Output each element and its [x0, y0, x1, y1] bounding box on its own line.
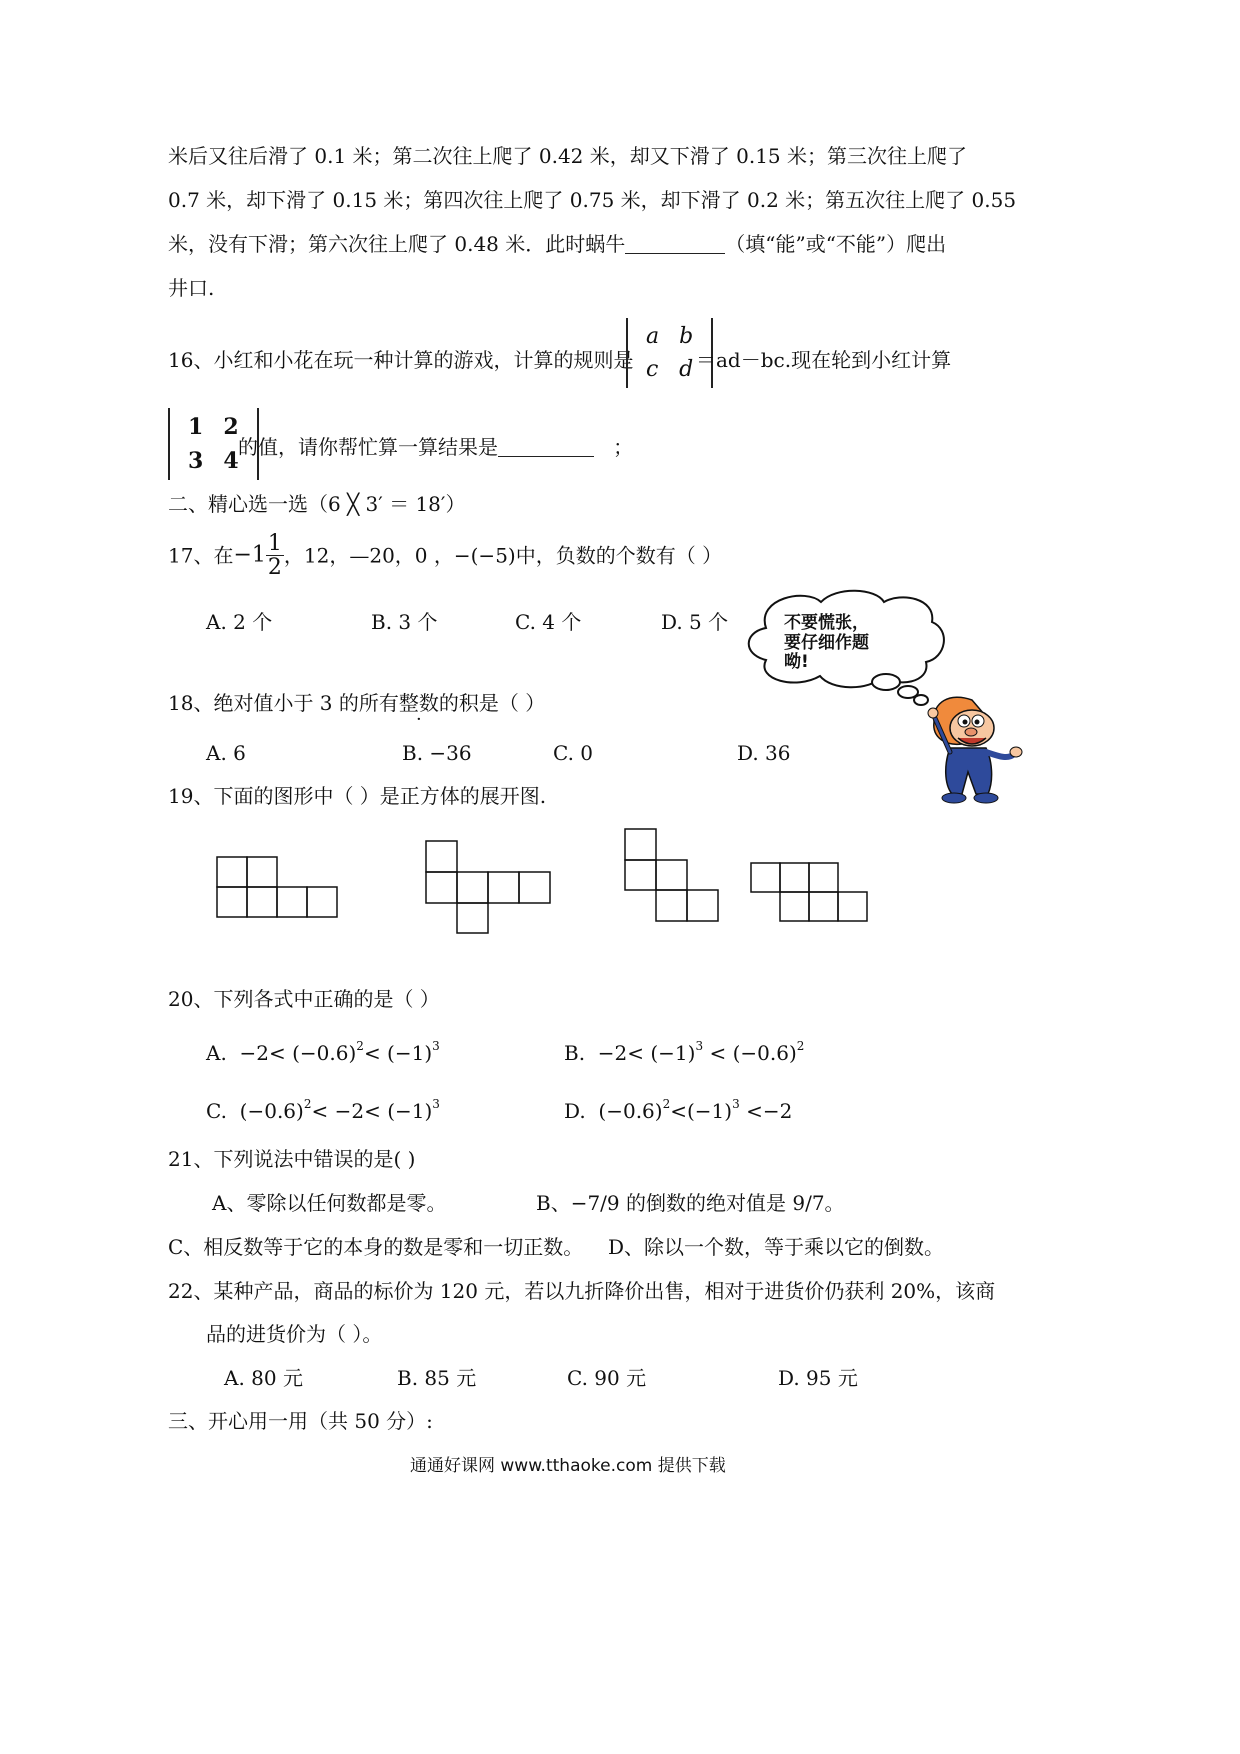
det-1: 1: [188, 414, 204, 440]
q17-option-d[interactable]: D. 5 个: [661, 610, 729, 634]
q19-stem: 19、下面的图形中（ ）是正方体的展开图.: [168, 784, 547, 808]
q20-option-d[interactable]: D. $(-0.6)^2<(-1)^3 <-2$: [564, 1097, 793, 1123]
q17-option-c[interactable]: C. 4 个: [515, 610, 582, 634]
q21-stem: 21、下列说法中错误的是( ): [168, 1147, 416, 1171]
q16-calc-line: [238, 437, 633, 457]
q17-frac-num: 1: [267, 531, 282, 556]
cloud-text: [784, 614, 869, 673]
det-a: a: [646, 324, 660, 349]
q20-a-label: A.: [206, 1041, 227, 1065]
q17-prefix: 17、在: [168, 543, 234, 568]
q17-option-b[interactable]: B. 3 个: [371, 610, 438, 634]
q18-option-a[interactable]: A. 6: [206, 741, 246, 765]
q21-option-a[interactable]: A、零除以任何数都是零。: [212, 1191, 447, 1215]
q16-rule-suffix: ＝ad－bc.现在轮到小红计算: [696, 348, 952, 372]
q17-option-a[interactable]: A. 2 个: [206, 610, 273, 634]
q18-suffix: 的积是（ ）: [438, 691, 546, 715]
section2-heading: 二、精心选一选（6 ╳ 3′ ＝ 18′）: [168, 492, 466, 516]
q15-answer-blank[interactable]: [625, 235, 725, 254]
q17-fraction: [266, 532, 284, 579]
q21-option-d[interactable]: D、除以一个数，等于乘以它的倒数。: [608, 1235, 945, 1259]
cloud-text-line3: 呦!: [784, 652, 809, 673]
q17-neg: −1: [233, 542, 266, 568]
q18-stem: [168, 693, 545, 713]
det-c: c: [646, 357, 659, 382]
q15-line1: 米后又往后滑了 0.1 米；第二次往上爬了 0.42 米，却又下滑了 0.15 米；第三次往上爬了: [168, 144, 968, 168]
cube-net-option-b[interactable]: [425, 840, 553, 934]
q15-line3-text: 米，没有下滑；第六次往上爬了 0.48 米．此时蜗牛: [168, 232, 626, 256]
page-footer: 通通好课网 www.tthaoke.com 提供下载: [410, 1456, 726, 1476]
det-3: 3: [188, 448, 204, 474]
q22-option-a[interactable]: A. 80 元: [224, 1366, 303, 1390]
q22-line1: 22、某种产品，商品的标价为 120 元，若以九折降价出售，相对于进货价仍获利 20%，该商: [168, 1279, 996, 1303]
q18-prefix: 18、绝对值小于 3 的所有: [168, 691, 399, 715]
q18-emphasis: 整数: [398, 691, 439, 715]
cube-net-option-a[interactable]: [216, 856, 338, 920]
det-2: 2: [223, 414, 239, 440]
q18-option-c[interactable]: C. 0: [553, 741, 594, 765]
q20-c-label: C.: [206, 1099, 227, 1123]
q17-rest: ，12，—20，0 ，−(−5)中，负数的个数有（ ）: [283, 543, 723, 568]
q22-line2: 品的进货价为（ ）。: [206, 1322, 383, 1346]
det-b: b: [679, 324, 694, 349]
det-4: 4: [223, 448, 239, 474]
q17-frac-den: 2: [267, 555, 282, 581]
q16-answer-blank[interactable]: [498, 438, 594, 457]
cartoon-illustration: [736, 588, 1026, 813]
section3-heading: 三、开心用一用（共 50 分）:: [168, 1409, 433, 1433]
q20-d-label: D.: [564, 1099, 586, 1123]
q16-prefix: 16、小红和小花在玩一种计算的游戏，计算的规则是: [168, 348, 634, 372]
q20-option-a[interactable]: A. $-2< (-0.6)^2< (-1)^3$: [206, 1039, 440, 1065]
q20-option-c[interactable]: C. $(-0.6)^2< -2< (-1)^3$: [206, 1097, 440, 1123]
cloud-text-line1: 不要慌张，: [784, 613, 869, 633]
cube-net-option-c[interactable]: [624, 828, 720, 922]
cloud-text-line2: 要仔细作题: [784, 632, 869, 653]
q20-b-label: B.: [564, 1041, 586, 1065]
q15-line2: 0.7 米，却下滑了 0.15 米；第四次往上爬了 0.75 米，却下滑了 0.2 米；第五次往上爬了 0.55: [168, 188, 1017, 212]
q20-stem: 20、下列各式中正确的是（ ）: [168, 987, 440, 1011]
q15-line3: [168, 234, 946, 254]
q22-option-b[interactable]: B. 85 元: [397, 1366, 477, 1390]
q15-line3-tail: （填“能”或“不能”）爬出: [725, 232, 947, 256]
q22-option-d[interactable]: D. 95 元: [778, 1366, 858, 1390]
q17-stem: [168, 532, 722, 579]
q16-end: ；: [613, 435, 634, 459]
det-d: d: [679, 357, 694, 382]
q21-option-c[interactable]: C、相反数等于它的本身的数是零和一切正数。: [168, 1235, 584, 1259]
q21-option-b[interactable]: B、−7/9 的倒数的绝对值是 9/7。: [536, 1191, 845, 1215]
q22-option-c[interactable]: C. 90 元: [567, 1366, 647, 1390]
q18-option-b[interactable]: B. −36: [402, 741, 472, 765]
q20-option-b[interactable]: B. $-2< (-1)^3 < (-0.6)^2$: [564, 1039, 805, 1065]
q18-option-d[interactable]: D. 36: [737, 741, 791, 765]
q15-line4: 井口.: [168, 276, 215, 300]
cube-net-option-d[interactable]: [750, 862, 868, 922]
cartoon-boy-icon: [928, 697, 1022, 803]
q16-calc-text: 的值，请你帮忙算一算结果是: [238, 435, 498, 459]
